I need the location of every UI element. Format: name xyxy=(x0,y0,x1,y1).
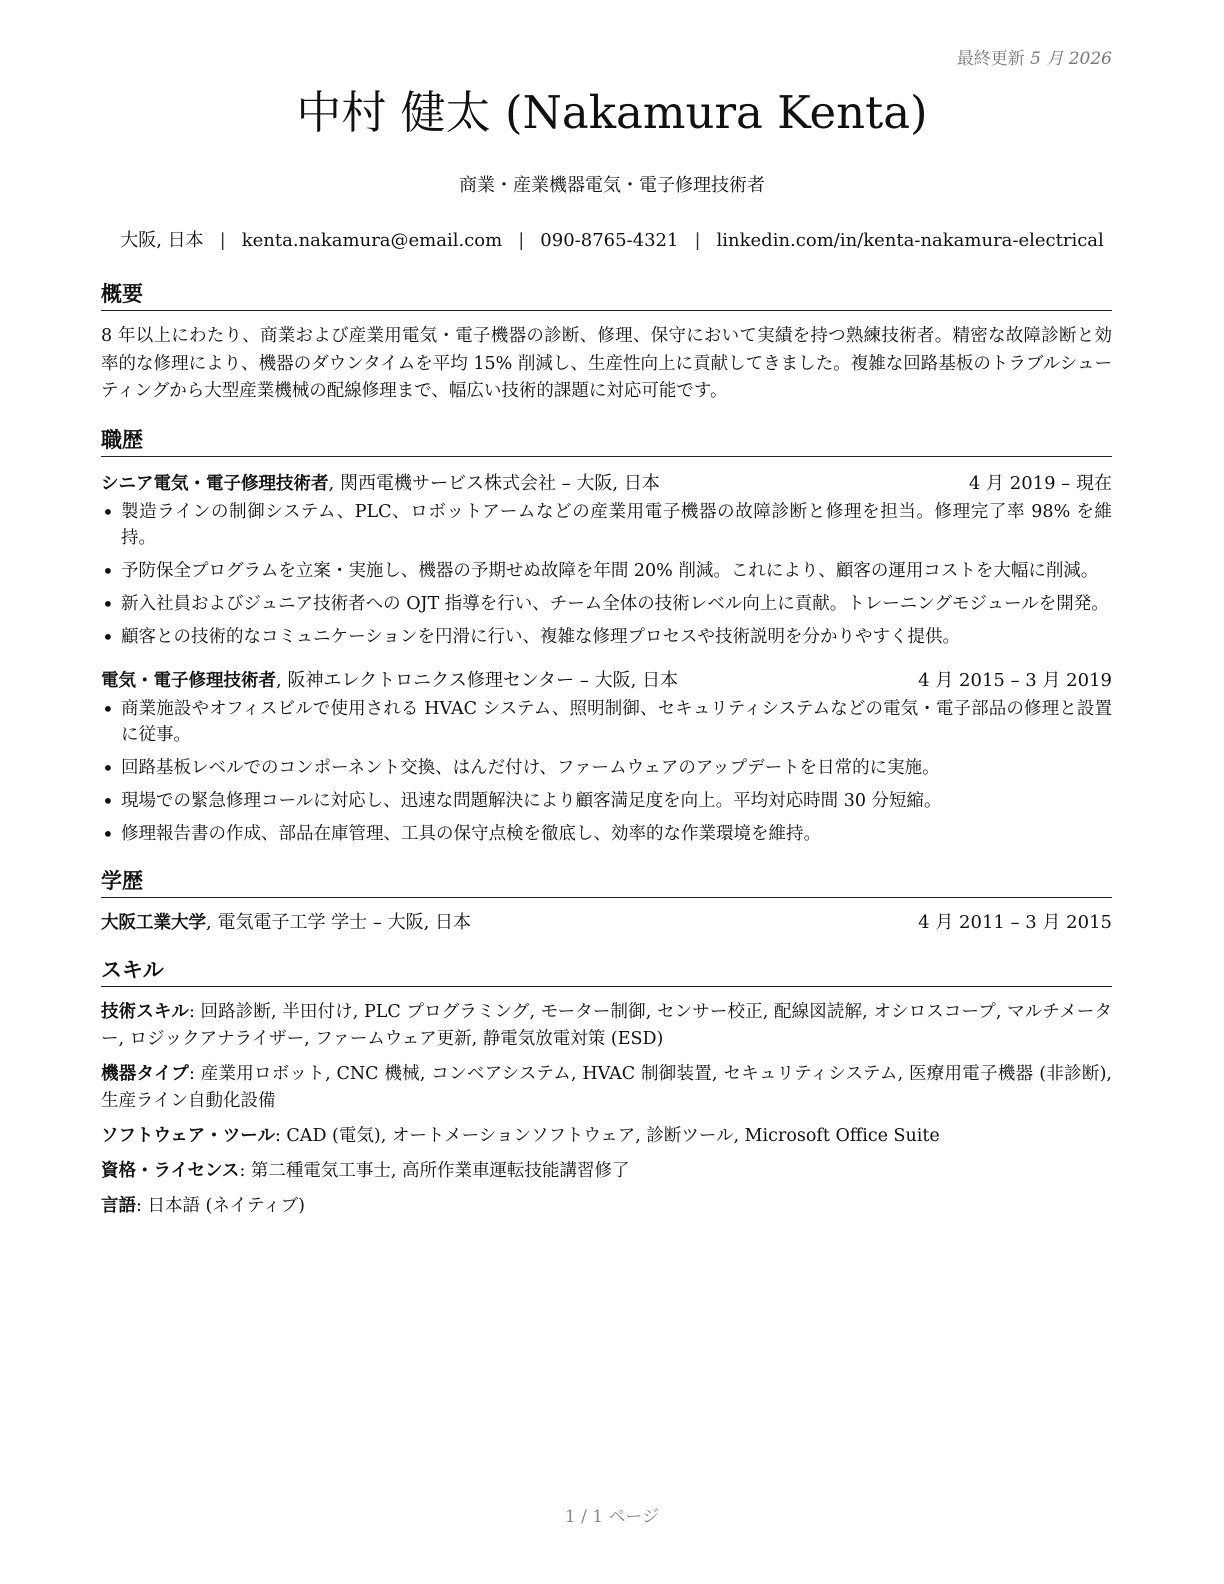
job-entry xyxy=(101,471,1112,650)
skill-row xyxy=(101,1158,1112,1185)
skill-value: : CAD (電気), オートメーションソフトウェア, 診断ツール, Microsoft Office Suite xyxy=(274,1125,940,1146)
job-header xyxy=(101,668,1112,694)
skill-value: : 日本語 (ネイティブ) xyxy=(136,1195,305,1216)
job-org: , 阪神エレクトロニクス修理センター – 大阪, 日本 xyxy=(276,669,679,691)
skills-section xyxy=(101,954,1112,1220)
contact-separator: | xyxy=(694,230,701,251)
job-title: 商業・産業機器電気・電子修理技術者 xyxy=(459,175,765,196)
summary-heading: 概要 xyxy=(101,278,1112,311)
contact-line xyxy=(0,226,1224,252)
skill-label: 言語 xyxy=(101,1195,136,1216)
education-section xyxy=(101,865,1112,936)
job-bullet: • 回路基板レベルでのコンポーネント交換、はんだ付け、ファームウェアのアップデートを日常的に実施。 xyxy=(101,755,1112,781)
job-bullet: • 商業施設やオフィスビルで使用される HVAC システム、照明制御、セキュリティシステムなどの電気・電子部品の修理と設置に従事。 xyxy=(101,696,1112,748)
job-org: , 関西電機サービス株式会社 – 大阪, 日本 xyxy=(328,472,660,494)
skill-value: : 第二種電気工事士, 高所作業車運転技能講習修了 xyxy=(239,1160,630,1181)
last-updated xyxy=(957,44,1112,69)
skill-value: : 産業用ロボット, CNC 機械, コンベアシステム, HVAC 制御装置, セキュリティシステム, 医療用電子機器 (非診断), 生産ライン自動化設備 xyxy=(101,1063,1112,1111)
skill-label: 技術スキル xyxy=(101,1001,189,1022)
education-dates: 4 月 2011 – 3 月 2015 xyxy=(918,911,1112,933)
experience-section xyxy=(101,424,1112,847)
contact-email[interactable]: kenta.nakamura@email.com xyxy=(241,230,503,251)
job-bullets xyxy=(101,696,1112,847)
summary-section xyxy=(101,278,1112,406)
page-number: 1 / 1 ページ xyxy=(564,1507,660,1527)
skill-row xyxy=(101,1061,1112,1115)
job-bullet: • 現場での緊急修理コールに対応し、迅速な問題解決により顧客満足度を向上。平均対応時間 30 分短縮。 xyxy=(101,788,1112,814)
job-role: 電気・電子修理技術者 xyxy=(101,670,276,691)
last-updated-label: 最終更新 xyxy=(956,49,1025,69)
last-updated-date: 5 月 2026 xyxy=(1030,49,1112,69)
candidate-name: 中村 健太 (Nakamura Kenta) xyxy=(296,86,928,139)
skill-label: ソフトウェア・ツール xyxy=(101,1125,275,1146)
job-dates: 4 月 2015 – 3 月 2019 xyxy=(918,669,1112,691)
job-bullet: • 製造ラインの制御システム、PLC、ロボットアームなどの産業用電子機器の故障診断と修理を担当。修理完了率 98% を維持。 xyxy=(101,499,1112,551)
education-school: 大阪工業大学 xyxy=(101,912,206,933)
skill-row xyxy=(101,999,1112,1053)
skills-list xyxy=(101,999,1112,1220)
resume-body xyxy=(101,278,1112,1228)
skill-row xyxy=(101,1123,1112,1150)
skill-value: : 回路診断, 半田付け, PLC プログラミング, モーター制御, センサー校正, 配線図読解, オシロスコープ, マルチメーター, ロジックアナライザー, ファームウェア更新, 静電気放電対策 (ESD) xyxy=(101,1001,1112,1049)
skill-label: 資格・ライセンス xyxy=(101,1160,240,1181)
skill-row xyxy=(101,1193,1112,1220)
education-heading: 学歴 xyxy=(101,865,1112,898)
skills-heading: スキル xyxy=(101,954,1112,987)
experience-heading: 職歴 xyxy=(101,424,1112,457)
job-dates: 4 月 2019 – 現在 xyxy=(968,472,1112,494)
contact-separator: | xyxy=(518,230,525,251)
job-role: シニア電気・電子修理技術者 xyxy=(101,473,329,494)
contact-linkedin[interactable]: linkedin.com/in/kenta-nakamura-electrical xyxy=(716,230,1104,251)
job-bullet: • 修理報告書の作成、部品在庫管理、工具の保守点検を徹底し、効率的な作業環境を維持。 xyxy=(101,821,1112,847)
contact-separator: | xyxy=(219,230,226,251)
education-detail: , 電気電子工学 学士 – 大阪, 日本 xyxy=(206,911,472,933)
contact-phone: 090-8765-4321 xyxy=(540,230,679,251)
job-bullets xyxy=(101,499,1112,650)
summary-text: 8 年以上にわたり、商業および産業用電気・電子機器の診断、修理、保守において実績を持つ熟練技術者。精密な故障診断と効率的な修理により、機器のダウンタイムを平均 15% 削減し、生産性向上に貢献してきました。複雑な回路基板のトラブルシューティングから大型産業機械の配線修理まで、幅広い技術的課題に対応可能です。 xyxy=(101,326,1112,401)
job-entry xyxy=(101,668,1112,847)
education-entry xyxy=(101,910,1112,936)
job-bullet: • 新入社員およびジュニア技術者への OJT 指導を行い、チーム全体の技術レベル向上に貢献。トレーニングモジュールを開発。 xyxy=(101,591,1112,617)
contact-location: 大阪, 日本 xyxy=(120,230,204,251)
job-header xyxy=(101,471,1112,497)
job-bullet: • 顧客との技術的なコミュニケーションを円滑に行い、複雑な修理プロセスや技術説明を分かりやすく提供。 xyxy=(101,624,1112,650)
job-bullet: • 予防保全プログラムを立案・実施し、機器の予期せぬ故障を年間 20% 削減。これにより、顧客の運用コストを大幅に削減。 xyxy=(101,558,1112,584)
skill-label: 機器タイプ xyxy=(101,1063,189,1084)
